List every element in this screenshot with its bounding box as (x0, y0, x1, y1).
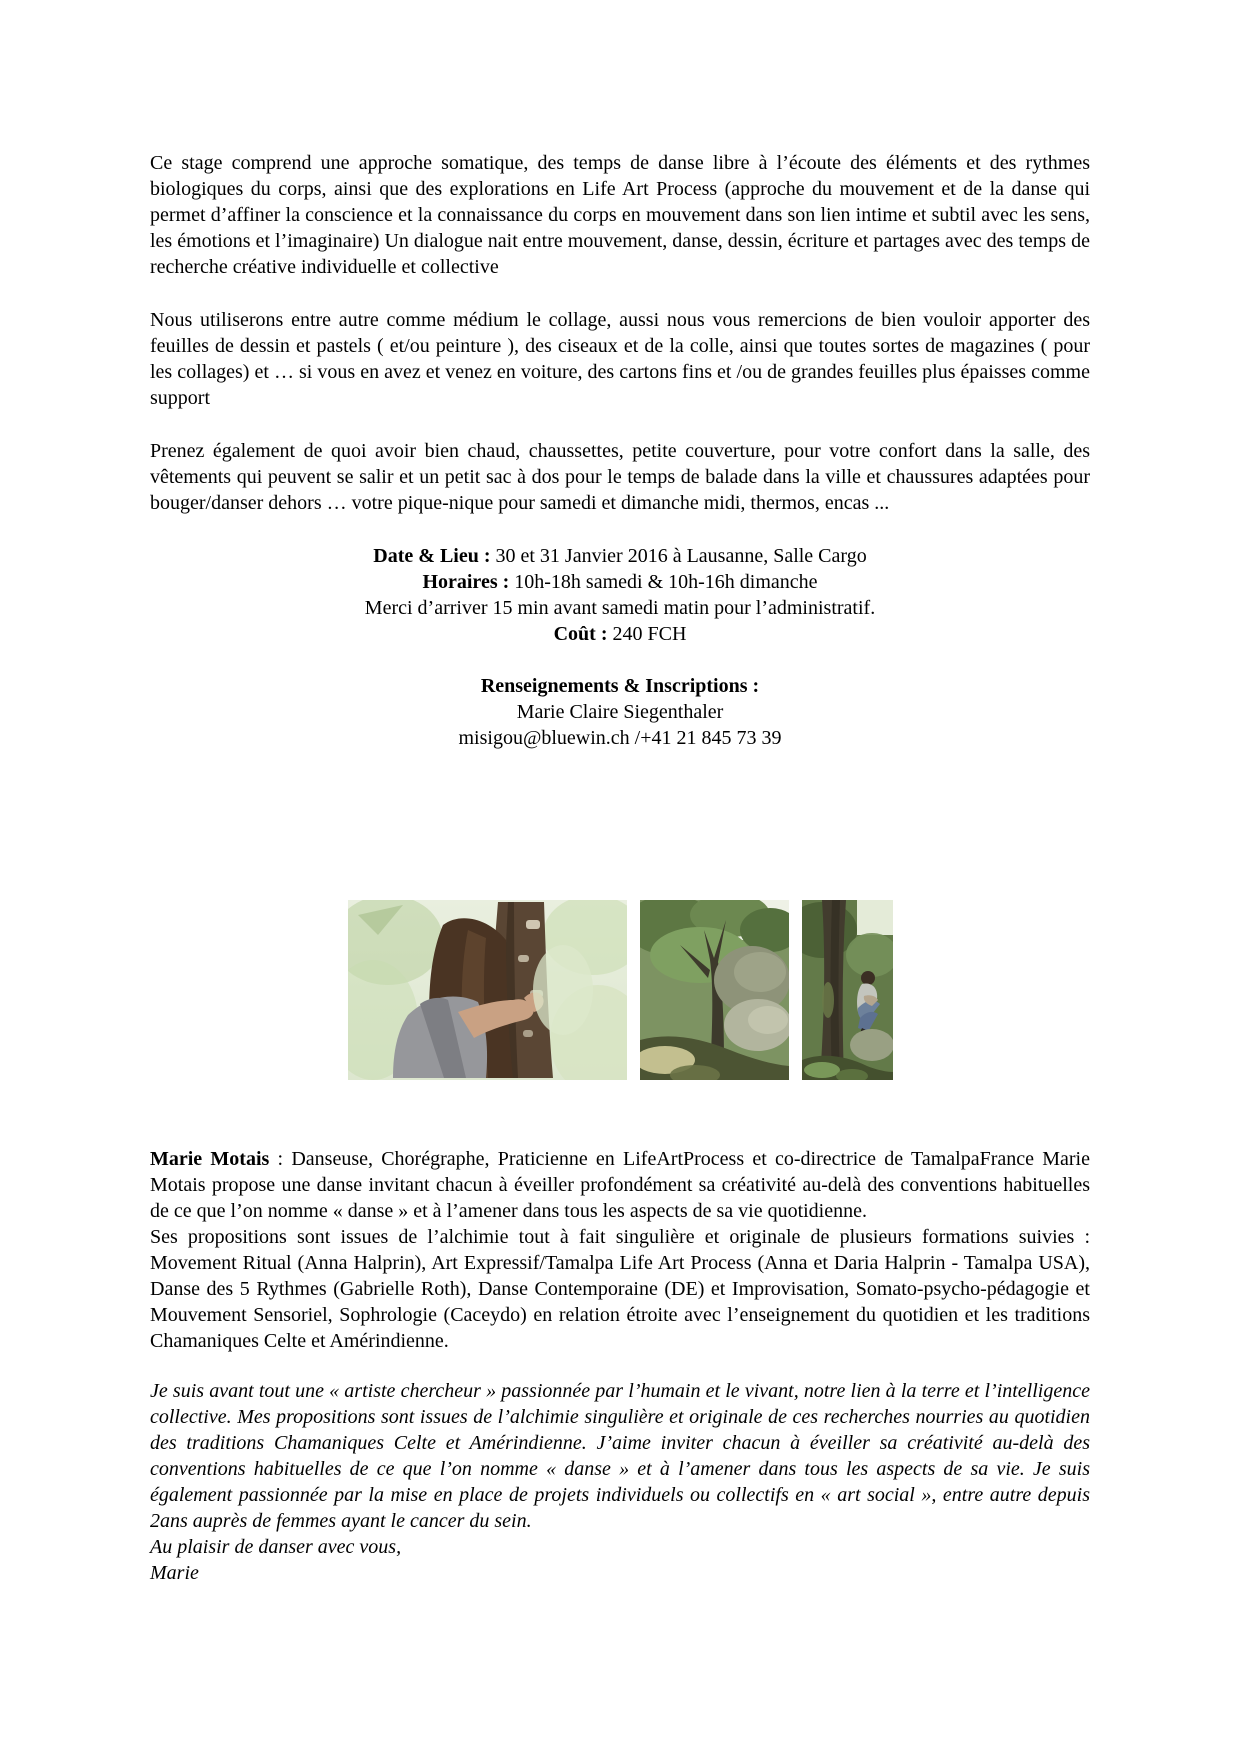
photos-row (150, 900, 1090, 1080)
photo-person-sitting-in-forest (802, 900, 893, 1080)
cost-line (150, 621, 1090, 647)
cost-value: 240 FCH (607, 623, 687, 645)
contact-name: Marie Claire Siegenthaler (516, 701, 724, 723)
bio-paragraph-1-text: : Danseuse, Chorégraphe, Praticienne en LifeArtProcess et co-directrice de TamalpaFrance Marie Motais propose une danse invitant chacun à éveiller profondément sa créativité au-delà des conventions habituelles de ce que l’on nomme « danse » et à l’amener dans tous les aspects de sa vie quotidienne. (150, 1148, 1090, 1222)
photo-woman-embracing-tree (348, 900, 627, 1080)
intro-paragraph-3: Prenez également de quoi avoir bien chaud, chaussettes, petite couverture, pour votre confort dans la salle, des vêtements qui peuvent se salir et un petit sac à dos pour le temps de balade dans la ville et chaussures adaptées pour bouger/danser dehors … votre pique-nique pour samedi et dimanche midi, thermos, encas ... (150, 440, 1090, 514)
photo-forest-tree-rocks (640, 900, 789, 1080)
date-value: 30 et 31 Janvier 2016 à Lausanne, Salle Cargo (490, 545, 867, 567)
closing-paragraph: Je suis avant tout une « artiste chercheur » passionnée par l’humain et le vivant, notre lien à la terre et l’intelligence collective. Mes propositions sont issues de l’alchimie singulière et originale de ces recherches nourries au quotidien des traditions Chamaniques Celte et Amérindienne. J’aime inviter chacun à éveiller sa créativité au-delà des conventions habituelles de ce que l’on nomme « danse » et à l’amener dans tous les aspects de sa vie. Je suis également passionnée par la mise en place de projets individuels ou collectifs en « art social », entre autre depuis 2ans auprès de femmes ayant le cancer du sein. (150, 1380, 1090, 1532)
closing-signature: Marie (150, 1562, 199, 1584)
contact-block (150, 673, 1090, 751)
hours-value: 10h-18h samedi & 10h-16h dimanche (509, 571, 818, 593)
hours-line (150, 569, 1090, 595)
closing-farewell: Au plaisir de danser avec vous, (150, 1536, 402, 1558)
contact-email-phone: misigou@bluewin.ch /+41 21 845 73 39 (458, 727, 782, 749)
bio-paragraph-2: Ses propositions sont issues de l’alchimie tout à fait singulière et originale de plusieurs formations suivies : Movement Ritual (Anna Halprin), Art Expressif/Tamalpa Life Art Process (Anna et Daria Halprin - Tamalpa USA), Danse des 5 Rythmes (Gabrielle Roth), Danse Contemporaine (DE) et Improvisation, Somato-psycho-pédagogie et Mouvement Sensoriel, Sophrologie (Caceydo) en relation étroite avec l’enseignement du quotidien et les traditions Chamaniques Celte et Amérindienne. (150, 1226, 1090, 1352)
closing-block (150, 1378, 1090, 1586)
hours-label: Horaires : (422, 571, 510, 593)
intro-paragraph-1: Ce stage comprend une approche somatique, des temps de danse libre à l’écoute des éléments et des rythmes biologiques du corps, ainsi que des explorations en Life Art Process (approche du mouvement et de la danse qui permet d’affiner la conscience et la connaissance du corps en mouvement dans son lien intime et subtil avec les sens, les émotions et l’imaginaire) Un dialogue nait entre mouvement, danse, dessin, écriture et partages avec des temps de recherche créative individuelle et collective (150, 152, 1090, 278)
intro-paragraph-2: Nous utiliserons entre autre comme médium le collage, aussi nous vous remercions de bien vouloir apporter des feuilles de dessin et pastels ( et/ou peinture ), des ciseaux et de la colle, ainsi que toutes sortes de magazines ( pour les collages) et … si vous en avez et venez en voiture, des cartons fins et /ou de grandes feuilles plus épaisses comme support (150, 309, 1090, 409)
date-label: Date & Lieu : (373, 545, 491, 567)
cost-label: Coût : (553, 623, 608, 645)
contact-heading: Renseignements & Inscriptions : (480, 675, 760, 697)
arrival-note: Merci d’arriver 15 min avant samedi matin pour l’administratif. (364, 597, 876, 619)
event-info-block (150, 543, 1090, 647)
date-line (150, 543, 1090, 569)
bio-paragraph-1 (150, 1146, 1090, 1224)
bio-name: Marie Motais (150, 1148, 270, 1170)
bio-block (150, 1146, 1090, 1354)
